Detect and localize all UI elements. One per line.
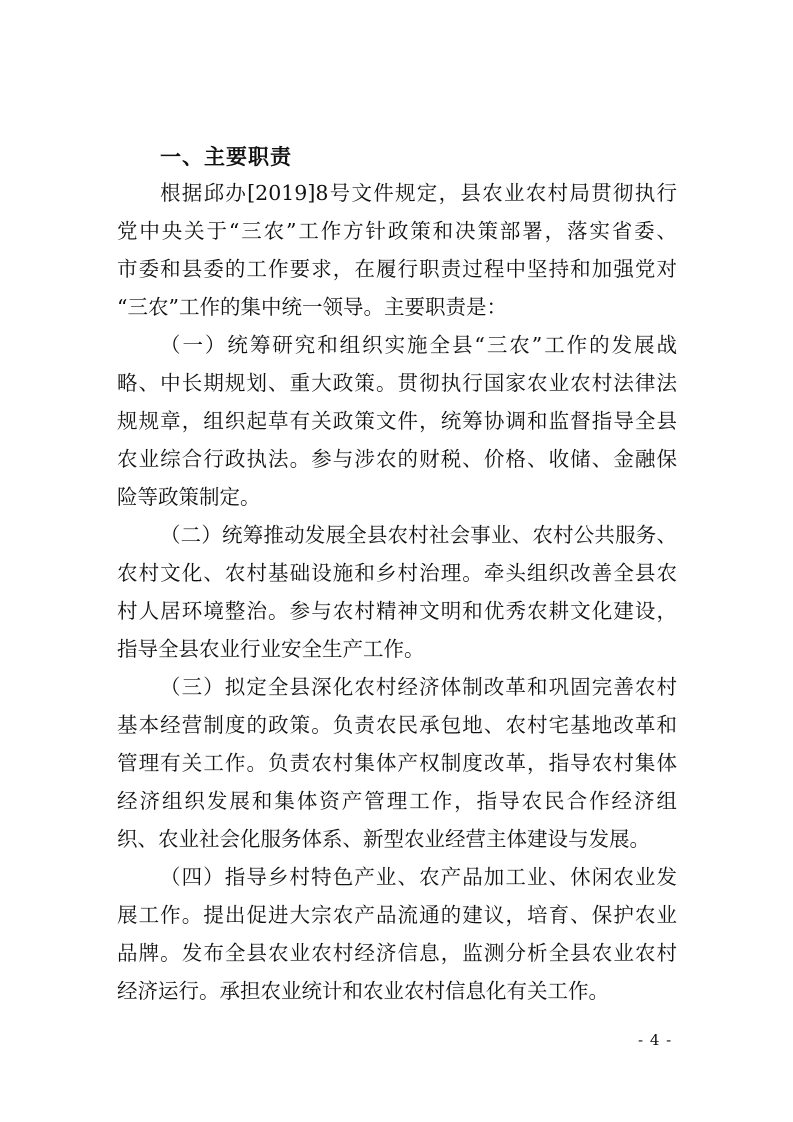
paragraph-0-line-1: 党中央关于“三农”工作方针政策和决策部署，落实省委、 xyxy=(117,219,677,243)
paragraph-3-line-1: 基本经营制度的政策。负责农民承包地、农村宅基地改革和 xyxy=(117,713,677,737)
paragraph-2-line-1: 农村文化、农村基础设施和乡村治理。牵头组织改善全县农 xyxy=(117,561,677,585)
paragraph-2-line-0: （二）统筹推动发展全县农村社会事业、农村公共服务、 xyxy=(160,523,677,547)
paragraph-4-line-3: 经济运行。承担农业统计和农业农村信息化有关工作。 xyxy=(117,979,609,1003)
paragraph-3-line-4: 织、农业社会化服务体系、新型农业经营主体建设与发展。 xyxy=(117,827,650,851)
paragraph-0-line-3: “三农”工作的集中统一领导。主要职责是： xyxy=(117,295,507,319)
page-number: - 4 - xyxy=(638,1031,673,1049)
paragraph-4-line-2: 品牌。发布全县农业农村经济信息，监测分析全县农业农村 xyxy=(117,941,677,965)
paragraph-4-line-0: （四）指导乡村特色产业、农产品加工业、休闲农业发 xyxy=(160,865,677,889)
paragraph-2-line-2: 村人居环境整治。参与农村精神文明和优秀农耕文化建设， xyxy=(117,599,677,623)
paragraph-1-line-1: 略、中长期规划、重大政策。贯彻执行国家农业农村法律法 xyxy=(117,371,677,395)
paragraph-3-line-0: （三）拟定全县深化农村经济体制改革和巩固完善农村 xyxy=(160,675,677,699)
paragraph-0-line-2: 市委和县委的工作要求，在履行职责过程中坚持和加强党对 xyxy=(117,257,677,281)
paragraph-2-line-3: 指导全县农业行业安全生产工作。 xyxy=(117,637,425,661)
paragraph-1-line-3: 农业综合行政执法。参与涉农的财税、价格、收储、金融保 xyxy=(117,447,677,471)
paragraph-3-line-2: 管理有关工作。负责农村集体产权制度改革，指导农村集体 xyxy=(117,751,677,775)
paragraph-1-line-4: 险等政策制定。 xyxy=(117,485,261,509)
paragraph-4-line-1: 展工作。提出促进大宗农产品流通的建议，培育、保护农业 xyxy=(117,903,677,927)
paragraph-1-line-2: 规规章，组织起草有关政策文件，统筹协调和监督指导全县 xyxy=(117,409,677,433)
paragraph-0-line-0: 根据邱办[2019]8号文件规定，县农业农村局贯彻执行 xyxy=(160,181,677,205)
paragraph-1-line-0: （一）统筹研究和组织实施全县“三农”工作的发展战 xyxy=(160,333,677,357)
section-heading: 一、主要职责 xyxy=(160,145,292,169)
paragraph-3-line-3: 经济组织发展和集体资产管理工作，指导农民合作经济组 xyxy=(117,789,677,813)
